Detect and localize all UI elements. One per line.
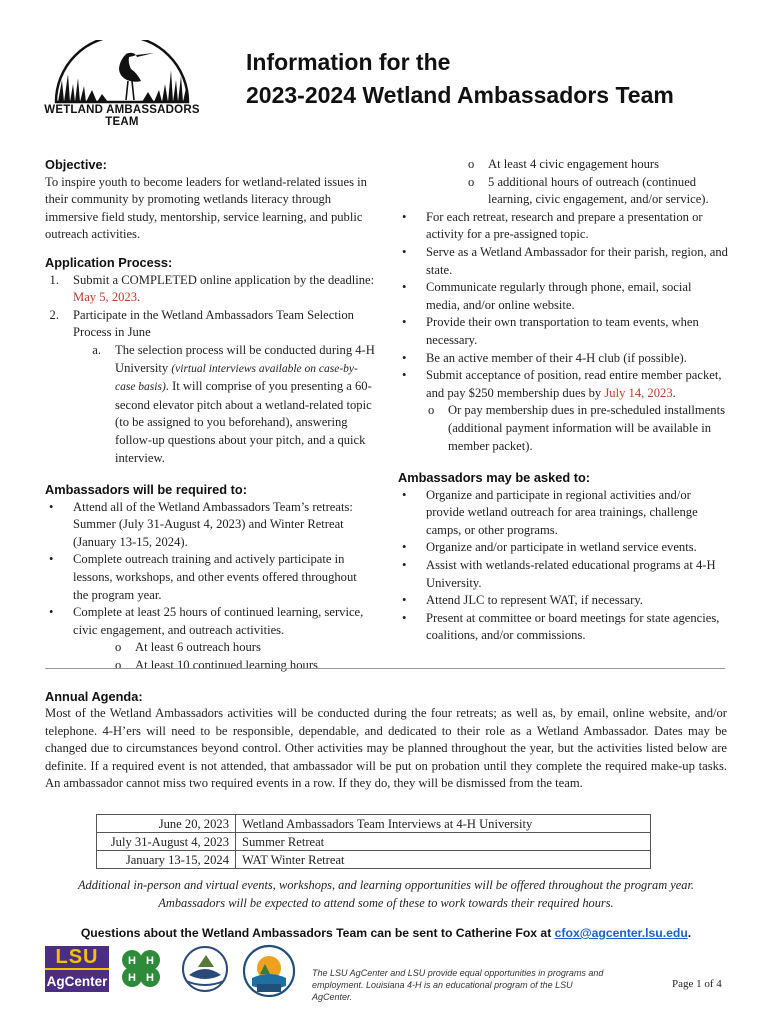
circle-bullet-icon: o (468, 157, 475, 171)
cpra-seal-icon (242, 944, 296, 998)
required-item-text: Attend all of the Wetland Ambassadors Team’s retreats: Summer (July 31-August 4, 2023) and Winter Retreat (January 13-15, 2024). (73, 499, 353, 549)
agenda-heading: Annual Agenda: (45, 689, 143, 704)
title-line-2: 2023-2024 Wetland Ambassadors Team (246, 82, 674, 108)
required-item (45, 604, 375, 639)
annual-agenda (45, 688, 727, 792)
step-1-text: Submit a COMPLETED online application by the deadline: (73, 272, 375, 287)
agenda-text: Most of the Wetland Ambassadors activities will be conducted during the four retreats; as well as, by email, online website, and/or telephone. 4-H’ers will need to be responsible, dependable, and dedicated to their role as a Wetland Ambassador. Dates may be changed due to circumstances beyond control. Other activities may be planned throughout the year, but the activities listed below are definite. If a required event is not attended, that ambassador will be put on probation until they complete the required make-up tasks. An ambassador cannot miss two required events in a row. If they do, they will be dismissed from the team. (45, 706, 727, 791)
asked-item (398, 539, 728, 557)
bullet-icon: • (402, 350, 407, 365)
schedule-table (96, 814, 651, 869)
required-item-text: For each retreat, research and prepare a presentation or activity for a pre-assigned topic. (426, 209, 703, 242)
bullet-icon: • (402, 487, 407, 502)
svg-text:H: H (128, 955, 136, 967)
required-subitem-text: At least 4 civic engagement hours (488, 157, 660, 171)
title-line-1: Information for the (246, 49, 451, 75)
schedule-date: January 13-15, 2024 (97, 851, 236, 869)
required-item-acceptance (398, 367, 728, 402)
page-number: Page 1 of 4 (672, 978, 722, 990)
bullet-icon: • (402, 280, 407, 295)
bullet-icon: • (49, 552, 54, 567)
agenda-note: Additional in-person and virtual events, workshops, and learning opportunities will be offered throughout the program year. Ambassadors will be expected to attend some of these to work towards their required hours. (77, 878, 695, 910)
4h-clover-icon (117, 946, 165, 992)
contact-end: . (687, 926, 692, 940)
cpra-logo (242, 944, 296, 1003)
step-1-marker: 1. (49, 272, 59, 287)
required-item-text: Provide their own transportation to team events, when necessary. (426, 315, 699, 347)
schedule-event: Summer Retreat (236, 833, 651, 851)
step-2-marker: 2. (49, 307, 59, 322)
required-subitem (45, 639, 375, 657)
bullet-icon: • (402, 315, 407, 330)
application-step-2a (45, 342, 375, 467)
required-item (398, 350, 728, 368)
svg-text:H: H (128, 972, 136, 984)
required-subitem-text: 5 additional hours of outreach (continued learning, civic engagement, and/or service). (488, 174, 709, 207)
required-item-text: Complete at least 25 hours of continued learning, service, civic engagement, and outreach activities. (73, 605, 364, 637)
installment-text: Or pay membership dues in pre-scheduled installments (additional payment information will be available in member packet). (448, 403, 725, 453)
contact-email-link[interactable]: cfox@agcenter.lsu.edu (554, 926, 688, 940)
table-row (97, 851, 651, 869)
bullet-icon: • (402, 368, 407, 383)
asked-item (398, 487, 728, 540)
equal-opportunity-statement: The LSU AgCenter and LSU provide equal opportunities in programs and employment. Louisiana 4-H is an educational program of the LSU AgCenter. (312, 968, 604, 1002)
bullet-icon: • (402, 540, 407, 555)
application-step-1 (45, 272, 375, 307)
required-heading: Ambassadors will be required to: (45, 482, 247, 498)
circle-bullet-icon: o (468, 174, 475, 189)
required-subitem (398, 156, 728, 174)
asked-item-text: Attend JLC to represent WAT, if necessary. (426, 593, 643, 608)
wetlands-program-icon (176, 945, 234, 995)
required-item-text: Serve as a Wetland Ambassador for their parish, region, and state. (426, 244, 728, 277)
svg-text:H: H (146, 955, 154, 967)
required-item (398, 209, 728, 244)
step-2a-marker: a. (92, 342, 101, 357)
application-heading: Application Process: (45, 254, 173, 270)
logo-text: WETLAND AMBASSADORS TEAM (44, 104, 200, 128)
required-item-text: Communicate regularly through phone, email, social media, and/or online website. (426, 280, 692, 312)
page-title (246, 46, 674, 112)
required-item (398, 314, 728, 349)
application-deadline: May 5, 2023 (73, 290, 138, 305)
required-subitem-text: At least 6 outreach hours (135, 640, 261, 655)
acceptance-text: Submit acceptance of position, read entire member packet, and pay $250 membership dues by (426, 368, 722, 400)
required-item (45, 551, 375, 604)
schedule-event: WAT Winter Retreat (236, 851, 651, 869)
asked-item-text: Organize and/or participate in wetland service events. (426, 540, 697, 555)
bullet-icon: • (402, 209, 407, 224)
table-row (97, 815, 651, 833)
step-1-end: . (137, 290, 141, 305)
required-subitem (45, 657, 375, 675)
step-2a-text-end: . It will comprise of you presenting a 60-second elevator pitch about a wetland-related topic (to be assigned to you beforehand), answering follow-up questions about your pitch, and a quick interview. (115, 379, 372, 465)
application-step-2 (45, 307, 375, 342)
lsu-agcenter-logo (45, 946, 109, 992)
bullet-icon: • (49, 605, 54, 620)
contact-text: Questions about the Wetland Ambassadors Team can be sent to Catherine Fox at (80, 926, 555, 940)
required-item (398, 244, 728, 279)
asked-item-text: Organize and participate in regional activities and/or provide wetland outreach for area trainings, challenge camps, or other programs. (426, 487, 698, 537)
right-column (398, 156, 728, 645)
required-item-text: Be an active member of their 4-H club (if possible). (426, 350, 687, 365)
bullet-icon: • (402, 610, 407, 625)
schedule-date: July 31-August 4, 2023 (97, 833, 236, 851)
left-column (45, 156, 375, 675)
objective-heading: Objective: (45, 157, 107, 172)
bullet-icon: • (49, 499, 54, 514)
required-subitem-text: At least 10 continued learning hours (135, 658, 318, 673)
acceptance-end: . (672, 385, 676, 400)
circle-bullet-icon: o (115, 658, 122, 673)
section-divider (45, 668, 725, 669)
asked-item-text: Assist with wetlands-related educational programs at 4-H University. (426, 558, 716, 590)
contact-line (45, 926, 727, 940)
bullet-icon: • (402, 244, 407, 259)
bullet-icon: • (402, 593, 407, 608)
required-subitem (398, 402, 728, 455)
schedule-event: Wetland Ambassadors Team Interviews at 4-H University (236, 815, 651, 833)
step-2a-text: The selection process will be conducted during 4-H University (115, 342, 375, 375)
objective-text: To inspire youth to become leaders for wetland-related issues in their community by promoting wetlands literacy through immersive field study, mentorship, service learning, and public outreach activities. (45, 174, 367, 242)
asked-item (398, 592, 728, 610)
required-item (45, 499, 375, 552)
required-subitem (398, 174, 728, 209)
heron-wetland-icon (42, 40, 202, 104)
required-item-text: Complete outreach training and actively participate in lessons, workshops, and other events offered throughout the program year. (73, 552, 357, 602)
svg-text:H: H (146, 972, 154, 984)
asked-heading: Ambassadors may be asked to: (398, 470, 591, 486)
4h-clover-logo (117, 946, 165, 997)
required-item (398, 279, 728, 314)
agcenter-text: AgCenter (45, 968, 109, 992)
circle-bullet-icon: o (428, 403, 435, 418)
lsu-text: LSU (45, 946, 109, 968)
step-2a-italic: (virtual interviews available on case-by-case basis) (115, 362, 358, 394)
asked-item (398, 557, 728, 592)
schedule-date: June 20, 2023 (97, 815, 236, 833)
membership-due-date: July 14, 2023 (604, 385, 673, 400)
asked-item-text: Present at committee or board meetings for state agencies, coalitions, and/or commissions. (426, 610, 720, 643)
wetlands-program-logo (176, 945, 234, 1000)
table-row (97, 833, 651, 851)
bullet-icon: • (402, 558, 407, 573)
wetland-ambassadors-logo (42, 40, 202, 128)
asked-item (398, 610, 728, 645)
step-2-text: Participate in the Wetland Ambassadors Team Selection Process in June (73, 307, 354, 340)
circle-bullet-icon: o (115, 640, 122, 655)
